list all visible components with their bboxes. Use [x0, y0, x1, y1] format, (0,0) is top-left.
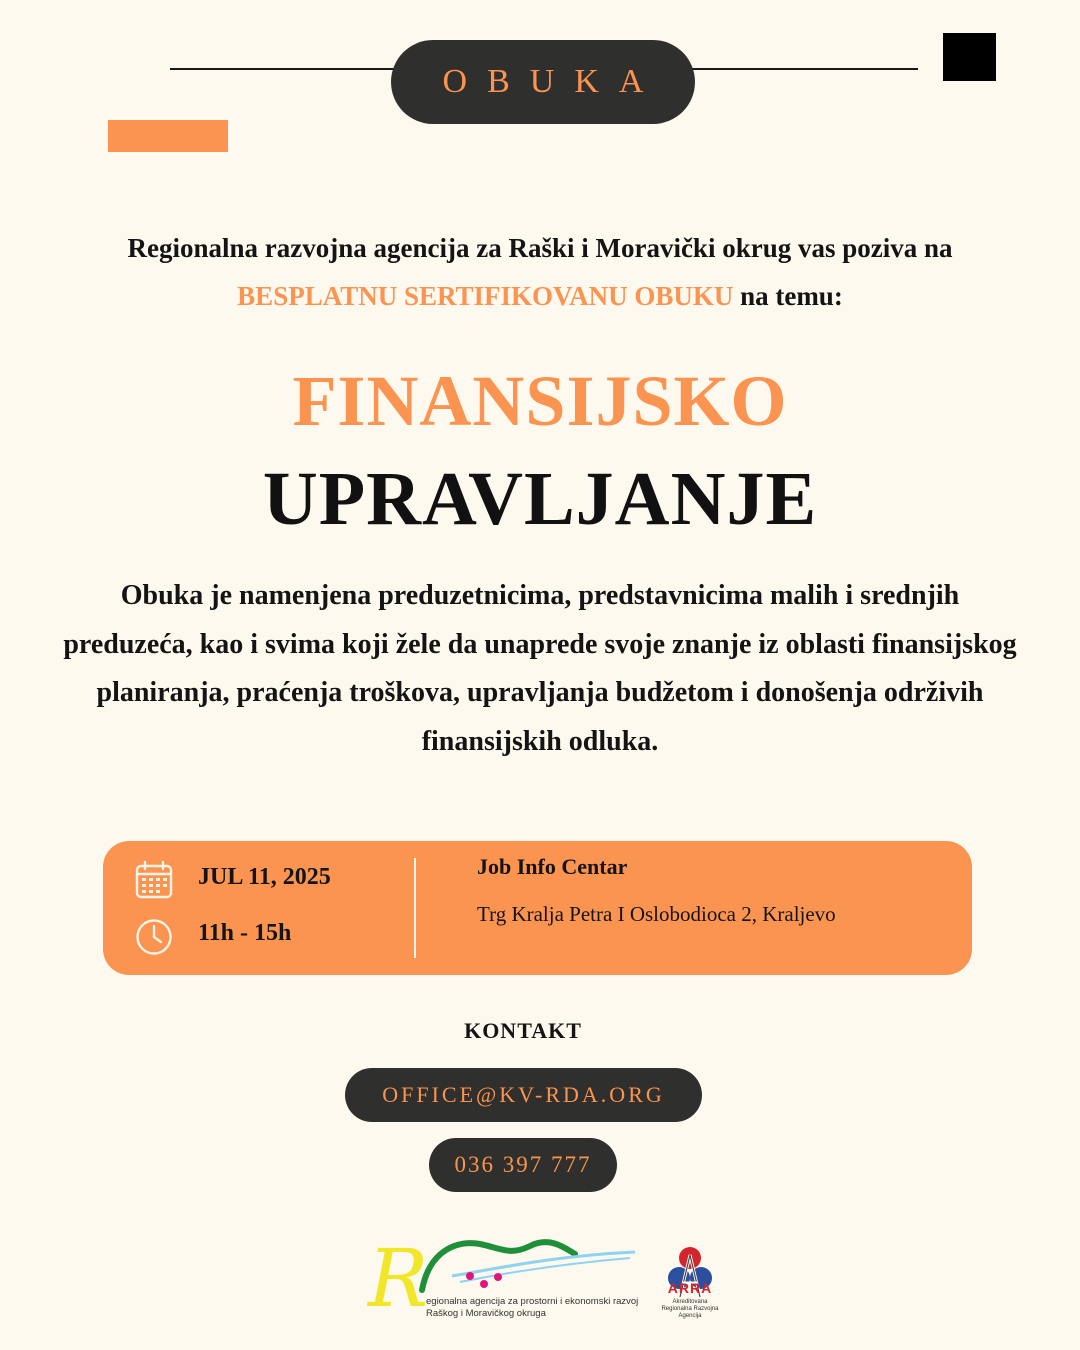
contact-heading: KONTAKT	[464, 1018, 582, 1043]
intro-line1: Regionalna razvojna agencija za Raški i Moravički okrug vas poziva na	[127, 233, 953, 263]
intro-highlight: BESPLATNU SERTIFIKOVANU OBUKU	[237, 281, 734, 311]
arra-subtitle: Akreditovana Regionalna Razvojna Agencija	[661, 1299, 719, 1319]
obuka-badge: OBUKA	[391, 40, 695, 124]
clock-icon	[134, 917, 174, 957]
description: Obuka je namenjena preduzetnicima, predstavnicima malih i srednjih preduzeća, kao i svima koji žele da unaprede svoje znanje iz oblasti finansijskog planiranja, praćenja troškova, upravljanja budžetom i donošenja održivih finansijskih odluka.	[63, 580, 1017, 757]
info-divider	[414, 858, 416, 958]
rra-logo-letter: R	[368, 1232, 429, 1325]
rra-caption-line1: egionalna agencija za prostorni i ekonomski razvoj	[426, 1296, 639, 1307]
intro-line2-rest: na temu:	[733, 281, 843, 311]
rra-caption	[426, 1296, 666, 1320]
event-time: 11h - 15h	[198, 920, 292, 946]
decorative-orange-bar	[108, 120, 228, 152]
intro-text	[40, 224, 1040, 320]
rra-caption-line2: Raškog i Moravičkog okruga	[426, 1308, 546, 1319]
calendar-icon	[134, 860, 174, 900]
title-line1: FINANSIJSKO	[292, 361, 788, 441]
arra-name: ARRA	[667, 1280, 713, 1296]
email-link[interactable]: OFFICE@KV-RDA.ORG	[345, 1068, 702, 1122]
event-date: JUL 11, 2025	[198, 864, 331, 890]
venue-name: Job Info Centar	[477, 854, 628, 879]
phone-link[interactable]: 036 397 777	[429, 1138, 617, 1192]
decorative-square	[943, 33, 996, 81]
venue-address: Trg Kralja Petra I Oslobodioca 2, Kraljevo	[477, 902, 836, 926]
title-line2: UPRAVLJANJE	[262, 457, 818, 541]
